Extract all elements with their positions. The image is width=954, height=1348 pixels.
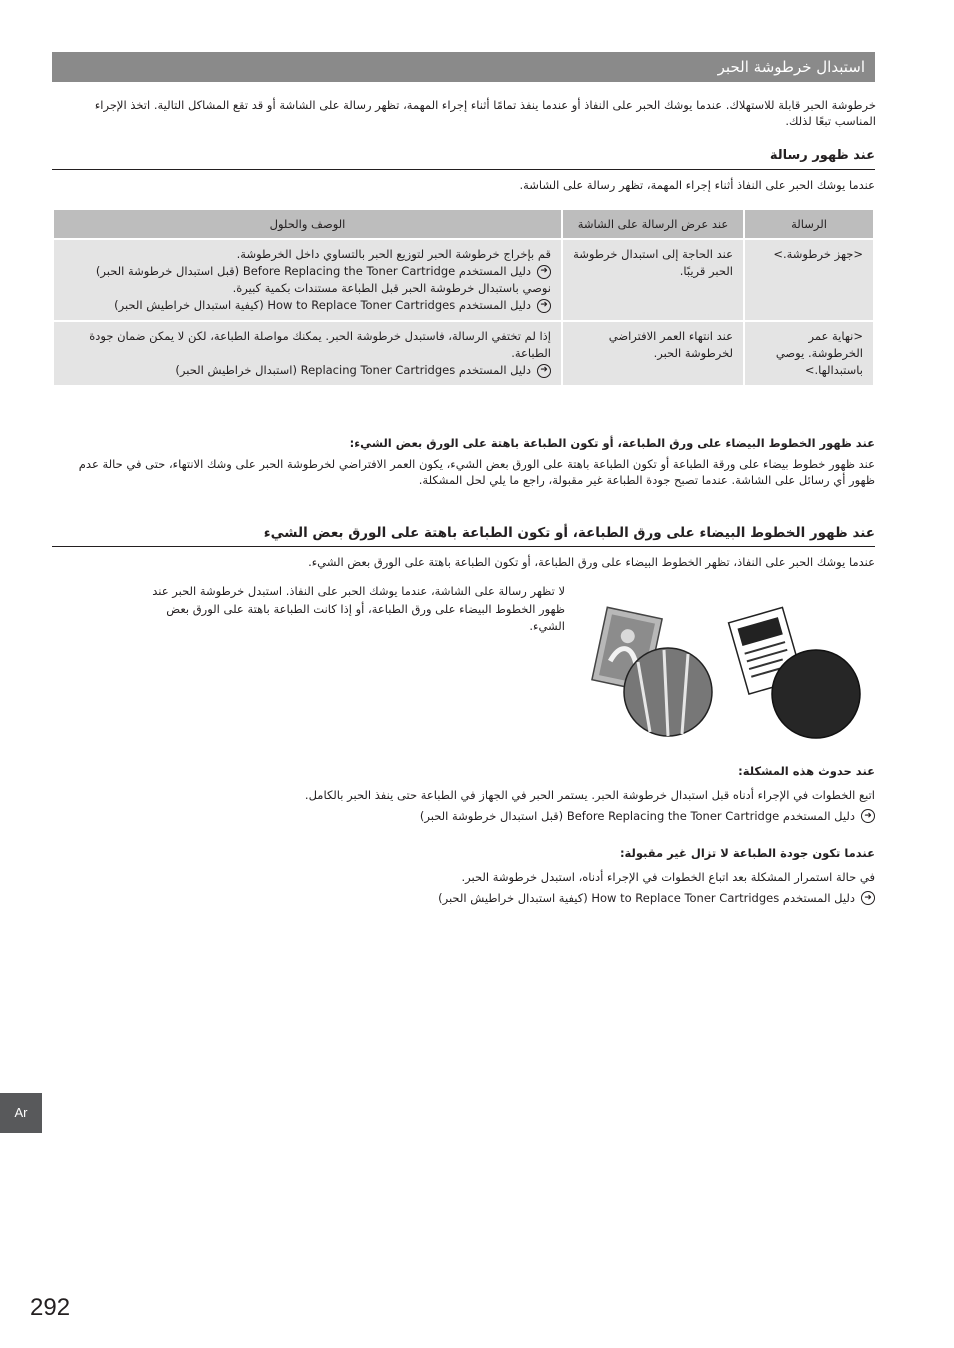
problem-heading: عند حدوث هذه المشكلة: <box>738 764 875 778</box>
manual-ref[interactable] <box>64 263 551 280</box>
message-cell: <جهز خرطوشة.> <box>745 240 873 320</box>
table-header: عند عرض الرسالة على الشاشة <box>563 210 743 238</box>
when-cell: عند انتهاء العمر الافتراضي لخرطوشة الحبر. <box>563 322 743 385</box>
manual-ref[interactable] <box>64 297 551 314</box>
lines-intro: عندما يوشك الحبر على النفاذ، تظهر الخطوط البيضاء على ورق الطباعة، أو تكون الطباعة باهتة على الورق بعض الشيء. <box>308 555 875 569</box>
manual-ref[interactable] <box>52 809 875 823</box>
arrow-circle-icon: ➜ <box>537 265 551 279</box>
lines-heading: عند ظهور الخطوط البيضاء على ورق الطباعة، أو تكون الطباعة باهتة على الورق بعض الشيء <box>263 525 875 541</box>
manual-ref-text: دليل المستخدم How to Replace Toner Cartridges (كيفية استبدال خراطيش الحبر) <box>438 891 855 905</box>
table-row <box>54 322 873 385</box>
quality-heading: عندما تكون جودة الطباعة لا تزال غير مقبولة: <box>619 846 875 860</box>
table-header: الوصف والحلول <box>54 210 561 238</box>
manual-ref-text: دليل المستخدم Replacing Toner Cartridges (استبدال خراطيش الحبر) <box>175 363 531 377</box>
desc-cell <box>54 240 561 320</box>
message-table <box>52 208 875 387</box>
language-tab: Ar <box>0 1093 42 1133</box>
intro-paragraph: خرطوشة الحبر قابلة للاستهلاك. عندما يوشك الحبر على النفاذ أو عندما ينفذ تمامًا أثناء إجراء المهمة، تظهر رسالة على الشاشة أو قد تقع المشاكل التالية. اتخذ الإجراء المناسب تبعًا لذلك. <box>94 98 876 128</box>
table-row <box>54 240 873 320</box>
sub-text: عند ظهور خطوط بيضاء على ورقة الطباعة أو تكون الطباعة باهتة على الورق بعض الشيء، يكون العمر الافتراضي لخرطوشة الحبر على وشك الانتهاء، حتى في حالة عدم ظهور أي رسائل على الشاشة. عندما تصبح جودة الطباعة غير مقبولة، راجع ما يلي لحل المشكلة. <box>78 457 875 487</box>
arrow-circle-icon: ➜ <box>537 299 551 313</box>
arrow-circle-icon: ➜ <box>861 891 875 905</box>
msg-intro: عندما يوشك الحبر على النفاذ أثناء إجراء المهمة، تظهر رسالة على الشاشة. <box>519 178 875 192</box>
arrow-circle-icon: ➜ <box>537 364 551 378</box>
divider <box>52 169 875 170</box>
quality-text: في حالة استمرار المشكلة بعد اتباع الخطوات في الإجراء أدناه، استبدل خرطوشة الحبر. <box>461 870 875 884</box>
problem-text: اتبع الخطوات في الإجراء أدناه قبل استبدال خرطوشة الحبر. يستمر الحبر في الجهاز في الطباعة حتى ينفذ الحبر بالكامل. <box>304 788 875 802</box>
manual-ref[interactable] <box>64 362 551 379</box>
faded-print-illustration <box>590 604 870 744</box>
message-cell: <نهاية عمر الخرطوشة. يوصي باستبدالها.> <box>745 322 873 385</box>
lines-side-text: لا تظهر رسالة على الشاشة، عندما يوشك الحبر على النفاذ. استبدل خرطوشة الحبر عند ظهور الخطوط البيضاء على ورق الطباعة، أو إذا كانت الطباعة باهتة على الورق بعض الشيء. <box>152 584 565 633</box>
manual-ref-text: دليل المستخدم Before Replacing the Toner Cartridge (قبل استبدال خرطوشة الحبر) <box>95 264 531 278</box>
page-number: 292 <box>30 1294 71 1321</box>
section-banner: استبدال خرطوشة الحبر <box>52 52 875 82</box>
manual-ref-text: دليل المستخدم How to Replace Toner Cartridges (كيفية استبدال خراطيش الحبر) <box>114 298 531 312</box>
desc-cell <box>54 322 561 385</box>
msg-heading: عند ظهور رسالة <box>769 148 875 163</box>
desc-text: نوصي باستبدال خرطوشة الحبر قبل الطباعة مستندات بكمية كبيرة. <box>232 281 551 295</box>
divider <box>52 546 875 547</box>
when-cell: عند الحاجة إلى استبدال خرطوشة الحبر قريبًا. <box>563 240 743 320</box>
sub-heading: عند ظهور الخطوط البيضاء على ورق الطباعة، أو تكون الطباعة باهتة على الورق بعض الشيء: <box>349 436 875 450</box>
desc-text: إذا لم تختفي الرسالة، فاستبدل خرطوشة الحبر. يمكنك مواصلة الطباعة، لكن لا يمكن ضمان جودة الطباعة. <box>89 329 551 360</box>
manual-ref[interactable] <box>52 891 875 905</box>
manual-ref-text: دليل المستخدم Before Replacing the Toner Cartridge (قبل استبدال خرطوشة الحبر) <box>419 809 855 823</box>
arrow-circle-icon: ➜ <box>861 809 875 823</box>
table-header-row <box>54 210 873 238</box>
table-header: الرسالة <box>745 210 873 238</box>
desc-text: قم بإخراج خرطوشة الحبر لتوزيع الحبر بالتساوي داخل الخرطوشة. <box>236 247 551 261</box>
